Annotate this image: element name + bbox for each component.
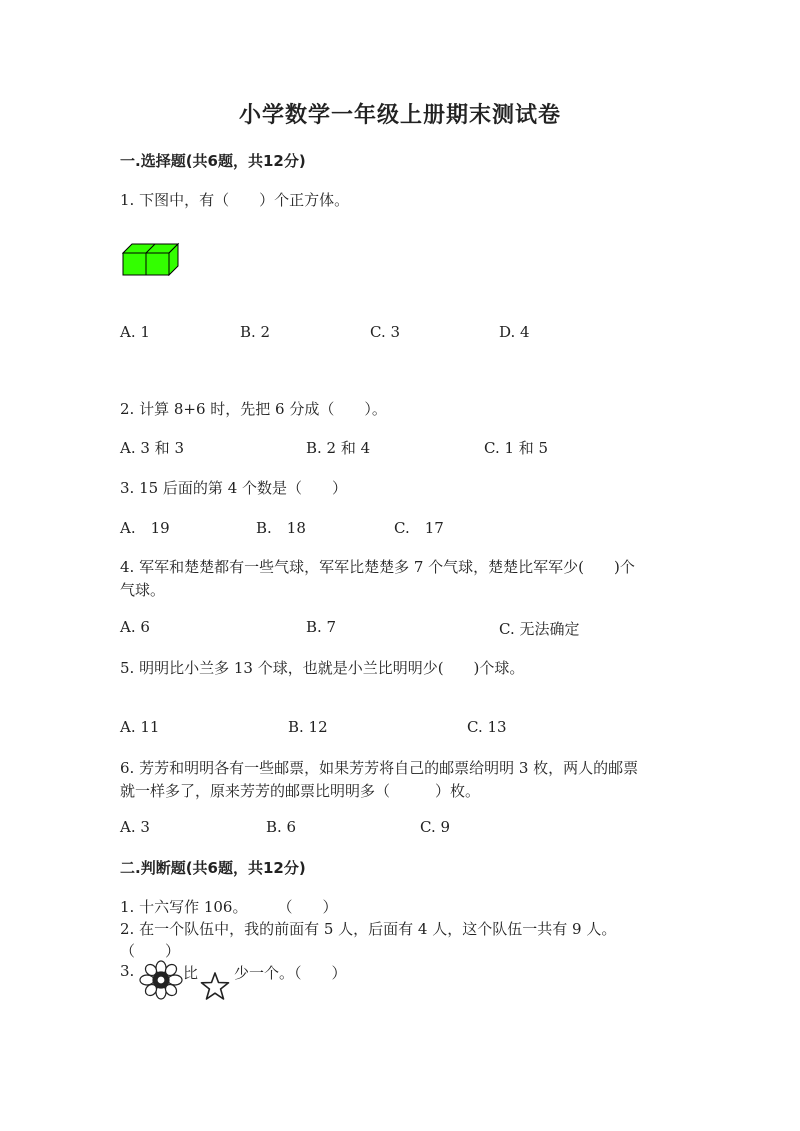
option-3c: C. 17 [394,519,444,537]
option-4a: A. 6 [120,618,150,636]
page-title: 小学数学一年级上册期末测试卷 [238,103,561,128]
option-3a: A. 19 [120,519,170,537]
judgement-1: 1. 十六写作 106。 （ ） [120,898,338,916]
star-icon [200,972,230,1001]
judgement-2-line2: （ ） [120,942,181,960]
question-5: 5. 明明比小兰多 13 个球，也就是小兰比明明少( )个球。 [120,659,525,677]
option-2c: C. 1 和 5 [484,439,549,457]
option-5b: B. 12 [288,718,328,736]
flower-icon [138,960,184,1000]
option-6c: C. 9 [420,818,451,836]
section-heading-choice: 一.选择题(共6题，共12分) [120,152,306,170]
option-6b: B. 6 [266,818,297,836]
option-2b: B. 2 和 4 [306,439,371,457]
question-4-line1: 4. 军军和楚楚都有一些气球，军军比楚楚多 7 个气球，楚楚比军军少( )个 [120,558,635,576]
judgement-2-line1: 2. 在一个队伍中，我的前面有 5 人，后面有 4 人，这个队伍一共有 9 人。 [120,920,617,938]
question-6-line2: 就一样多了，原来芳芳的邮票比明明多（ ）枚。 [120,782,481,800]
option-3b: B. 18 [256,519,306,537]
judgement-3-suffix: 少一个。（ ） [234,964,347,982]
question-2: 2. 计算 8+6 时，先把 6 分成（ ）。 [120,400,387,418]
judgement-3-middle: 比 [183,964,199,982]
question-6-line1: 6. 芳芳和明明各有一些邮票，如果芳芳将自己的邮票给明明 3 枚，两人的邮票 [120,759,639,777]
option-5c: C. 13 [467,718,507,736]
question-1: 1. 下图中，有（ ）个正方体。 [120,191,350,209]
two-cubes-figure [122,242,182,276]
option-1c: C. 3 [370,323,401,341]
option-4b: B. 7 [306,618,337,636]
option-1a: A. 1 [120,323,150,341]
question-4-line2: 气球。 [120,581,166,599]
option-1d: D. 4 [499,323,530,341]
option-2a: A. 3 和 3 [120,439,184,457]
option-6a: A. 3 [120,818,150,836]
option-1b: B. 2 [240,323,271,341]
option-4c: C. 无法确定 [499,620,580,638]
section-heading-judgement: 二.判断题(共6题，共12分) [120,859,306,877]
judgement-3-prefix: 3. [120,962,135,980]
option-5a: A. 11 [120,718,160,736]
question-3: 3. 15 后面的第 4 个数是（ ） [120,479,348,497]
